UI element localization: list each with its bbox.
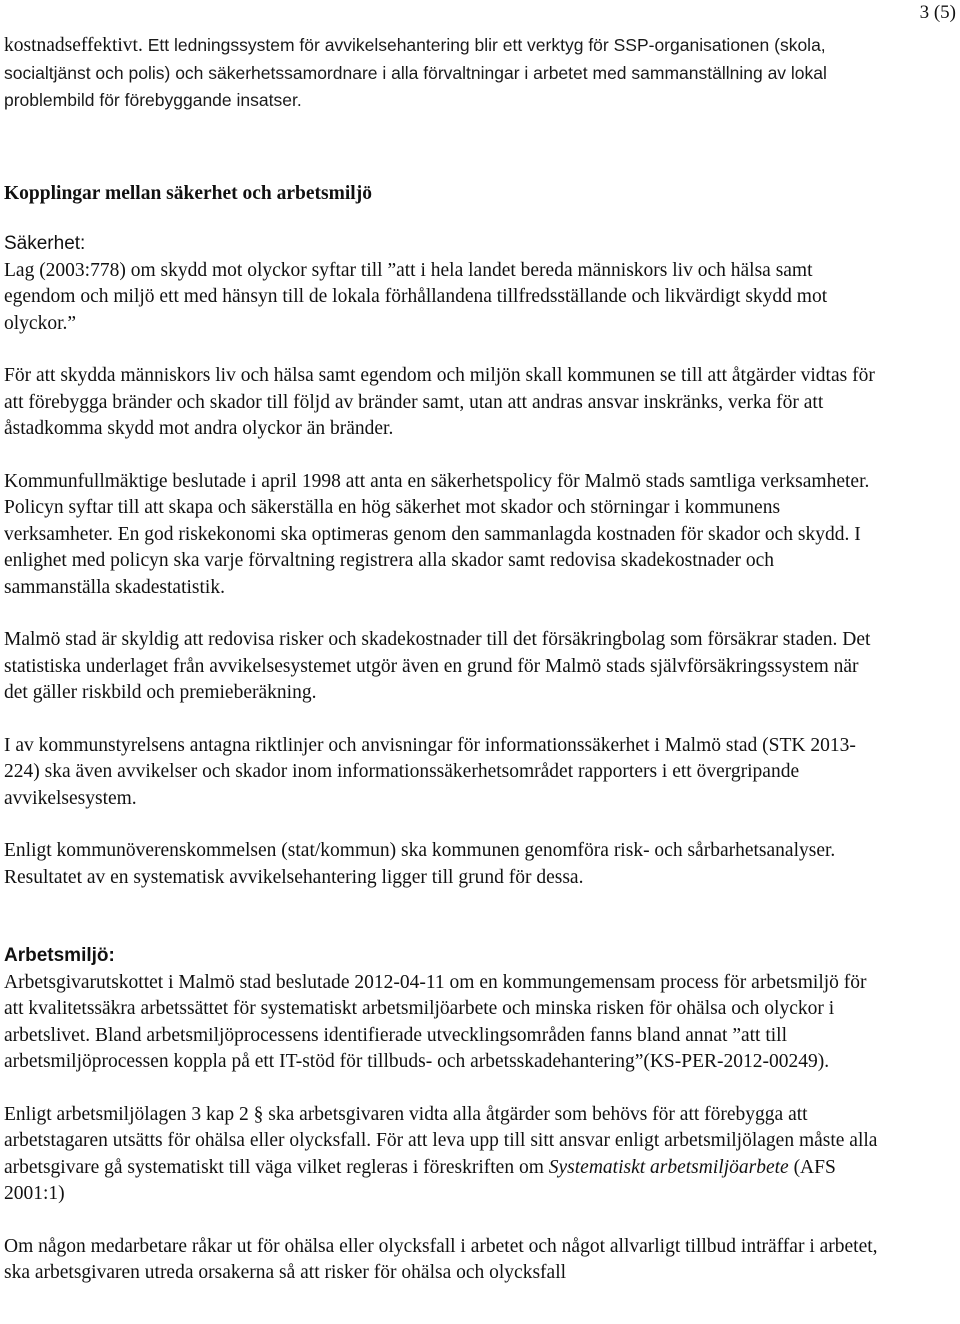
arbetsmiljo-afs-paragraph xyxy=(4,1102,884,1208)
arbetsmiljo-heading: Arbetsmiljö: xyxy=(4,945,115,966)
intro-sans-text: Ett ledningssystem för avvikelsehantering blir ett verktyg för SSP-organisationen (skola, socialtjänst och polis) och säkerhetssamordnare i alla förvaltningar i arbetet med sammanställning av lokal problembild för förebyggande insatser. xyxy=(4,35,827,110)
sakerhet-paragraph-2: För att skydda människors liv och hälsa samt egendom och miljön skall kommunen se till att åtgärder vidtas för att förebygga bränder och skador till följd av bränder samt, utan att andras ansvar inskränks, verka för att åstadkomma skydd mot andra olyckor än bränder. xyxy=(4,365,875,439)
page-number: 3 (5) xyxy=(919,2,956,23)
arbetsmiljo-last-paragraph: Om någon medarbetare råkar ut för ohälsa eller olycksfall i arbetet och något allvarligt tillbud inträffar i arbetet, ska arbetsgivaren utreda orsakerna så att risker för ohälsa och olycksfall xyxy=(4,1235,878,1283)
arbetsmiljo-paragraph-1: Arbetsgivarutskottet i Malmö stad beslutade 2012-04-11 om en kommungemensam process för arbetsmiljö för att kvalitetssäkra arbetssättet för systematiskt arbetsmiljöarbete och minska risken för ohälsa och olyckor i arbetslivet. Bland arbetsmiljöprocessens identifierade utvecklingsområden fanns bland annat ”att till arbetsmiljöprocessen koppla på ett IT-stöd för tillbuds- och arbetsskadehantering”(KS-PER-2012-00249). xyxy=(4,971,867,1072)
sakerhet-paragraph-5: I av kommunstyrelsens antagna riktlinjer och anvisningar för informationssäkerhet i Malmö stad (STK 2013-224) ska även avvikelser och skador inom informationssäkerhetsområdet rapporters i ett övergripande avvikelsesystem. xyxy=(4,734,856,809)
section-title: Kopplingar mellan säkerhet och arbetsmiljö xyxy=(4,182,372,204)
afs-text-before: Enligt arbetsmiljölagen 3 kap 2 § ska arbetsgivaren vidta alla åtgärder som behövs för att förebygga att arbetstagaren utsätts för ohälsa eller olycksfall. För att leva upp till sitt ansvar enligt arbetsmiljölagen måste alla arbetsgivare gå systematiskt till väga vilket regleras i föreskriften om xyxy=(4,1103,878,1178)
document-body xyxy=(4,32,884,1287)
intro-serif-text: kostnadseffektivt. xyxy=(4,35,148,56)
afs-italic-title: Systematiskt arbetsmiljöarbete xyxy=(548,1156,789,1178)
sakerhet-heading: Säkerhet: xyxy=(4,233,86,254)
sakerhet-paragraph-6: Enligt kommunöverenskommelsen (stat/kommun) ska kommunen genomföra risk- och sårbarhetsanalyser. Resultatet av en systematisk avvikelsehantering ligger till grund för dessa. xyxy=(4,840,836,888)
sakerhet-paragraph-4: Malmö stad är skyldig att redovisa risker och skadekostnader till det försäkringbolag som försäkrar staden. Det statistiska underlaget från avvikelsesystemet utgör även en grund för Malmö stads självförsäkringssystem när det gäller riskbild och premieberäkning. xyxy=(4,629,871,703)
sakerhet-paragraph-3: Kommunfullmäktige beslutade i april 1998 att anta en säkerhetspolicy för Malmö stads samtliga verksamheter. Policyn syftar till att skapa och säkerställa en hög säkerhet mot skador och störningar i kommunens verksamheter. En god riskekonomi ska optimeras genom den sammanlagda kostnaden för skador och skydd. I enlighet med policyn ska varje förvaltning registrera alla skador samt redovisa skadekostnader och sammanställa skadestatistik. xyxy=(4,470,870,598)
afs-text-after: (AFS 2001:1) xyxy=(4,1156,836,1204)
sakerhet-paragraph-1: Lag (2003:778) om skydd mot olyckor syftar till ”att i hela landet bereda människors liv och hälsa samt egendom och miljö ett med hänsyn till de lokala förhållandena tillfredsställande och likvärdigt skydd mot olyckor.” xyxy=(4,259,828,334)
intro-paragraph xyxy=(4,32,884,115)
